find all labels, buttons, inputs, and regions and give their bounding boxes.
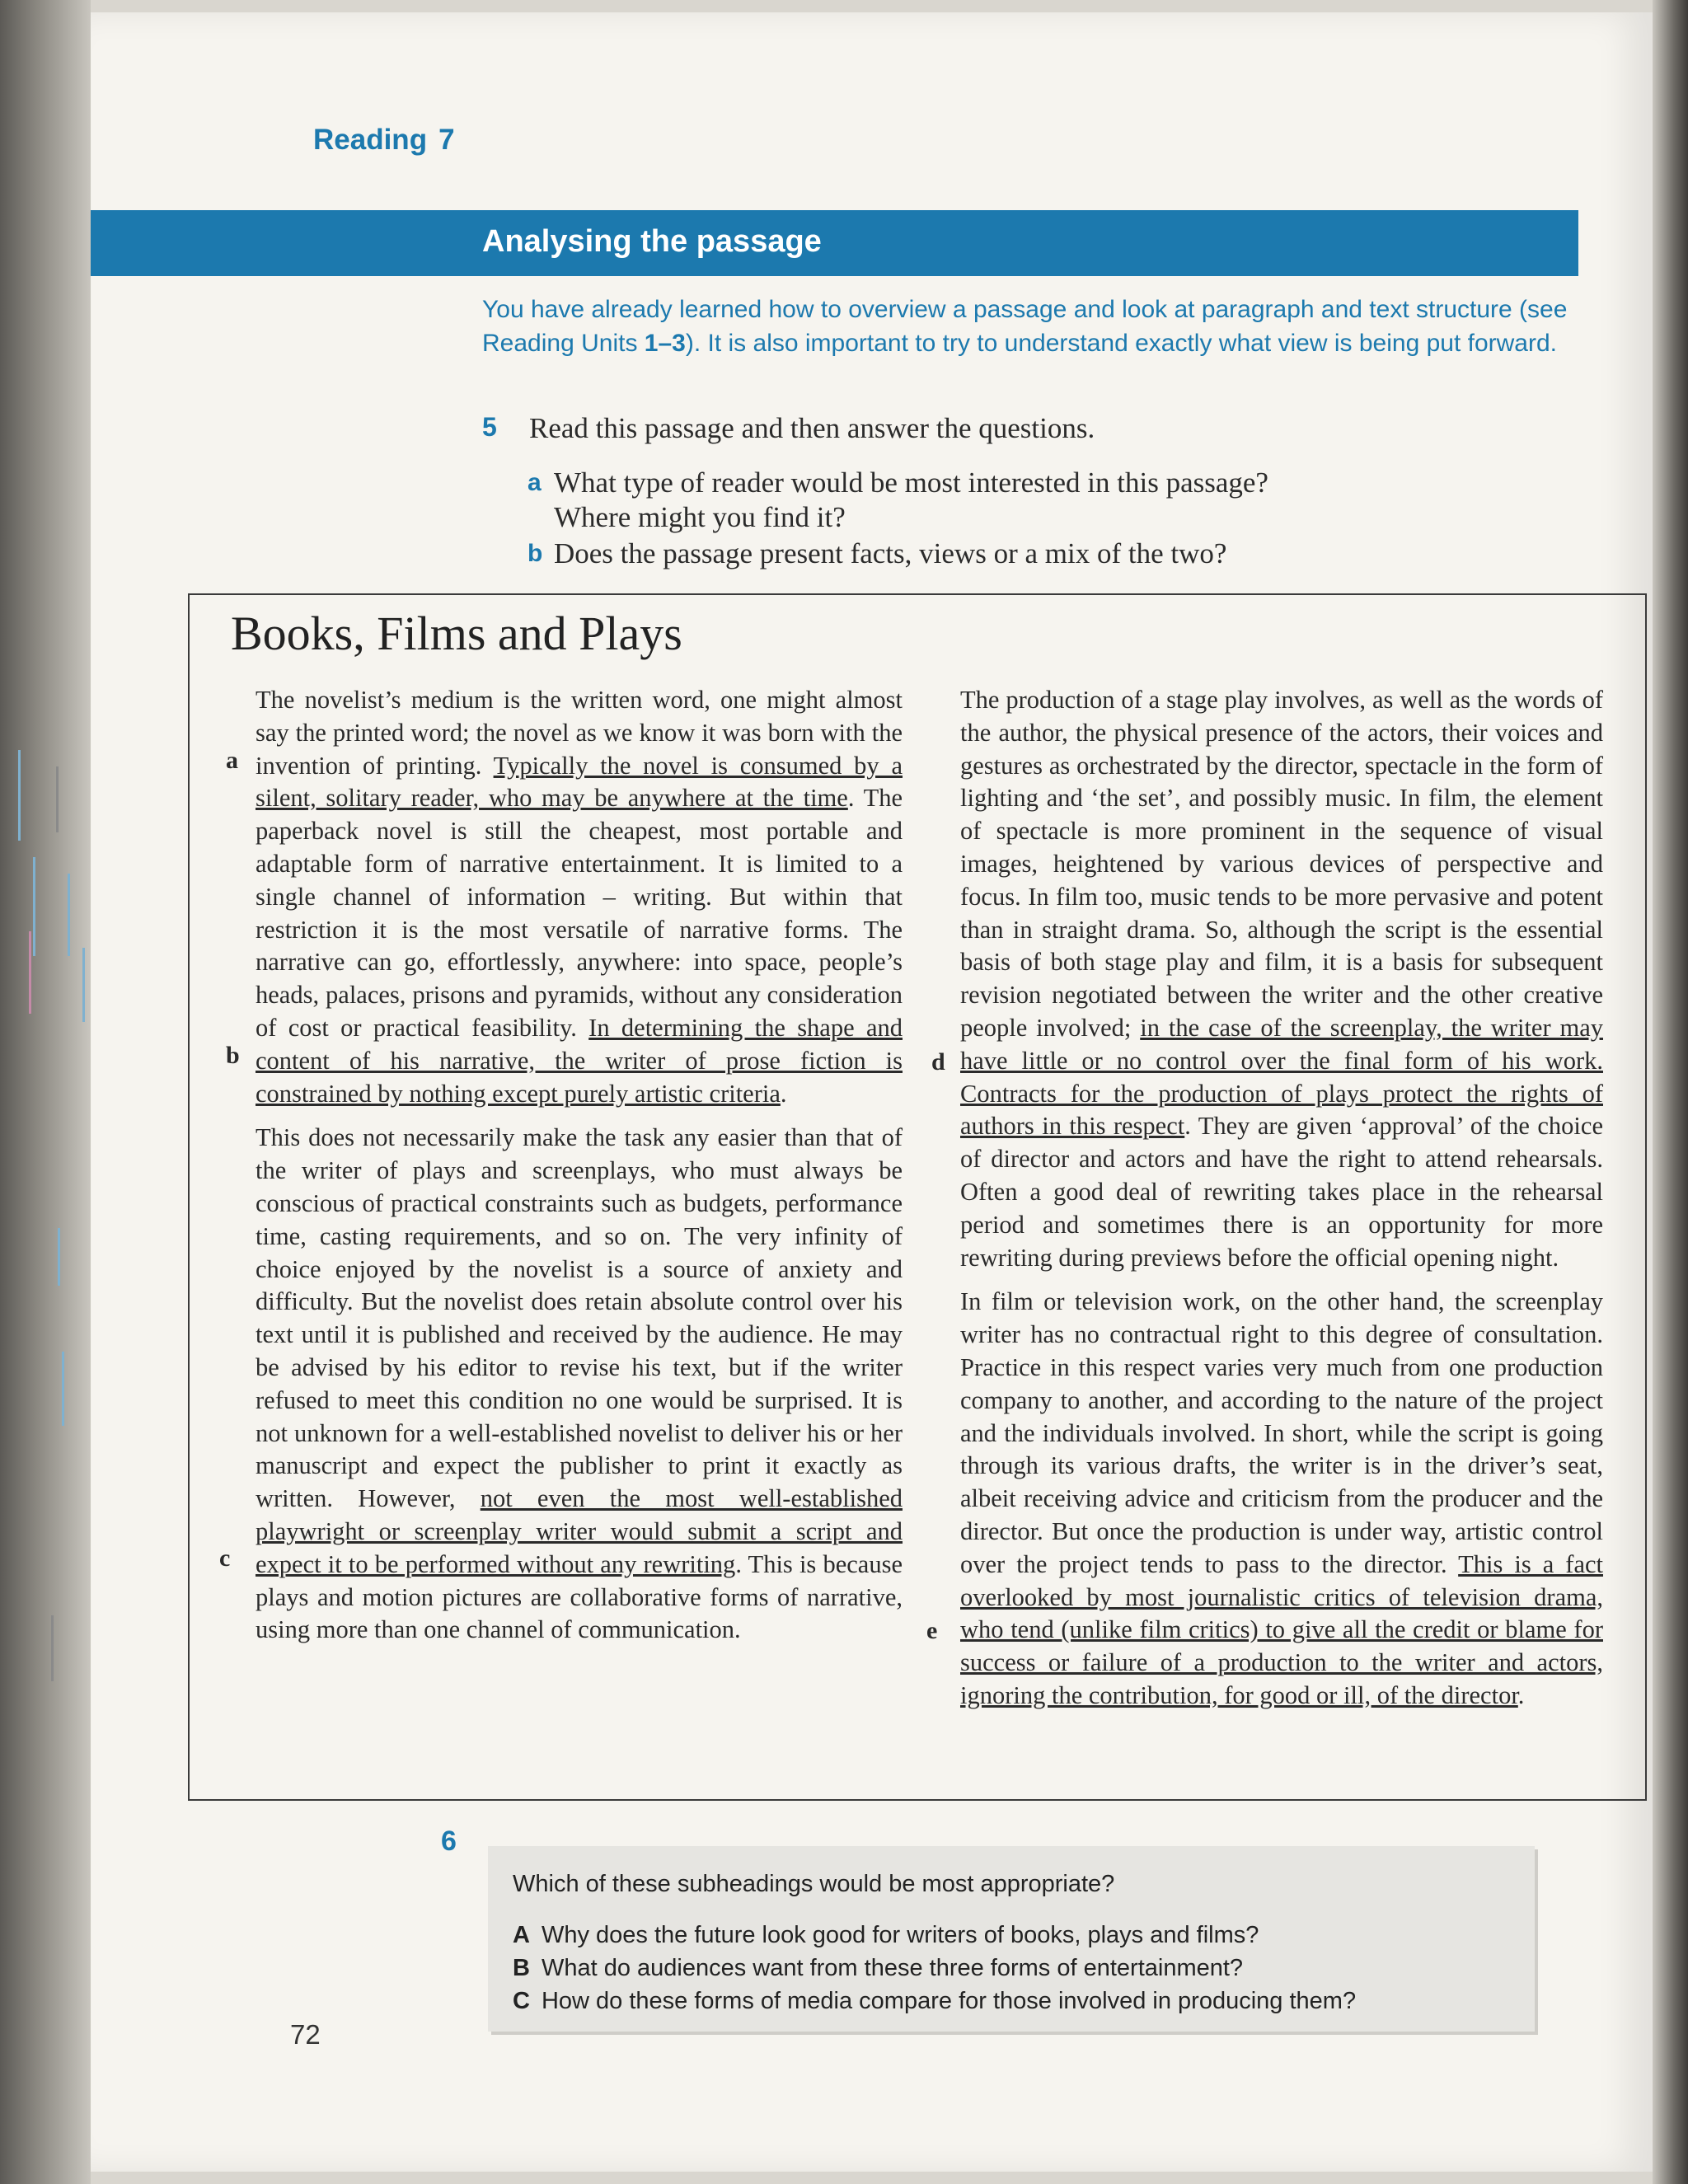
book-spine-shadow [0,0,91,2184]
question-letter: b [528,540,543,567]
passage-column-left [256,684,903,1658]
claim-marker-a: a [226,747,238,774]
option-letter: C [513,1988,530,2014]
task-6-box [488,1846,1535,2032]
question-text [554,466,1268,535]
option-letter: A [513,1922,530,1948]
text-run: . This is because plays and motion pictures are collaborative forms of narrative, using more than one channel of communication. [256,1549,903,1644]
task-5-instruction: Read this passage and then answer the questions. [529,412,1095,444]
unit-label-text: Reading [313,124,428,156]
passage-title: Books, Films and Plays [231,607,682,660]
intro-units-ref: 1–3 [644,330,686,357]
underlined-claim-e: This is a fact overlooked by most journalistic critics of television drama, who tend (unlike film critics) to give all the credit or blame for success or failure of a production to the writer and actors, ignoring the contribution, for good or ill, of the director [960,1549,1604,1709]
option-text: How do these forms of media compare for those involved in producing them? [541,1988,1357,2014]
option-b[interactable] [513,1952,1356,1985]
passage-paragraph [256,1122,903,1647]
option-text: What do audiences want from these three forms of entertainment? [541,1955,1244,1981]
option-text: Why does the future look good for writers of books, plays and films? [541,1922,1259,1948]
question-a-line-1: What type of reader would be most interested in this passage? [554,466,1268,499]
text-run: This does not necessarily make the task any easier than that of the writer of plays and screenplays, who must always be conscious of practical constraints such as budgets, performance time, casting requirements, and so on. The very infinity of choice enjoyed by the novelist is a source of anxiety and difficulty. But the novelist does retain absolute control over his text until it is published and received by the audience. He may be advised by his editor to revise his text, but if the writer refused to meet this condition no one would be surprised. It is not unknown for a well-established novelist to deliver his or her manuscript and expect the publisher to print it exactly as written. However, [256,1123,903,1513]
section-title: Analysing the passage [482,224,822,259]
section-header-bar [91,210,1578,276]
underlined-claim-a: Typically the novel is consumed by a silent, solitary reader, who may be anywhere at the time [256,751,903,813]
passage-paragraph [256,684,903,1110]
claim-marker-e: e [926,1617,938,1644]
task-6-question: Which of these subheadings would be most appropriate? [513,1871,1115,1897]
text-run: . [1517,1680,1525,1709]
text-run: . They are given ‘approval’ of the choice of director and actors and have the right to attend rehearsals. Often a good deal of rewriting takes place in the rehearsal period and sometimes there is an opportunity for more rewriting during previews before the official opening night. [960,1112,1603,1272]
option-c[interactable] [513,1985,1356,2018]
text-run: The production of a stage play involves, as well as the words of the author, the physical presence of the actors, their voices and gestures as orchestrated by the director, spectacle in the form of lighting and ‘the set’, and possibly music. In film, the element of spectacle is more prominent in the sequence of visual images, heightened by various devices of perspective and focus. In film too, music tends to be more pervasive and potent than in straight drama. So, although the script is the essential basis of both stage play and film, it is a basis for subsequent revision negotiated between the writer and the other creative people involved; [960,686,1603,1042]
option-letter: B [513,1955,530,1981]
passage-column-right [960,684,1603,1724]
text-run: The novelist’s medium is the written word, one might almost say the printed word; the novel as we know it was born with the invention of printing. [256,686,903,780]
unit-number: 7 [438,124,455,156]
claim-marker-c: c [219,1544,231,1572]
text-run: In film or television work, on the other hand, the screenplay writer has no contractual right to this degree of consultation. Practice in this respect varies very much from one production company to another, and according to the nature of the project and the individuals involved. In short, while the script is going through its various drafts, the writer is in the driver’s seat, albeit receiving advice and criticism from the producer and the director. But once the production is under way, artistic control over the project tends to pass to the director. [960,1287,1603,1578]
text-run: . [780,1079,787,1108]
text-run: . The paperback novel is still the cheapest, most portable and adaptable form of narrative entertainment. It is limited to a single channel of information – writing. But within that restriction it is the most versatile of narrative forms. The narrative can go, effortlessly, anywhere: into space, people’s heads, palaces, prisons and pyramids, without any consideration of cost or practical feasibility. [256,784,903,1042]
intro-text-2: ). It is also important to try to understand exactly what view is being put forward. [685,330,1557,357]
question-letter: a [528,469,542,496]
underlined-claim-c: not even the most well-established playwright or screenplay writer would submit a script and expect it to be performed without any rewriting [256,1484,903,1578]
task-6-options [513,1919,1356,2018]
task-5-questions [528,466,1475,573]
passage-paragraph [960,684,1603,1274]
underlined-claim-d: in the case of the screenplay, the writer may have little or no control over the final form of his work. Contracts for the production of plays protect the rights of authors in this respect [960,1013,1603,1141]
unit-label [313,124,455,157]
passage-paragraph [960,1286,1603,1712]
underlined-claim-b: In determining the shape and content of his narrative, the writer of prose fiction is constrained by nothing except purely artistic criteria [256,1013,903,1108]
page-number: 72 [290,2019,321,2050]
section-intro [482,293,1570,360]
option-a[interactable] [513,1919,1356,1952]
intro-text-1: You have already learned how to overview a passage and look at paragraph and text structure (see Reading Units [482,296,1568,357]
claim-marker-b: b [226,1042,240,1069]
page-edge-shadow [1653,0,1688,2184]
question-a-line-2: Where might you find it? [554,501,846,533]
claim-marker-d: d [931,1048,945,1076]
task-6-number: 6 [441,1825,457,1857]
question-b [528,537,1475,571]
task-5-number: 5 [482,412,497,442]
question-text: Does the passage present facts, views or a mix of the two? [554,537,1227,569]
question-a [528,466,1475,535]
